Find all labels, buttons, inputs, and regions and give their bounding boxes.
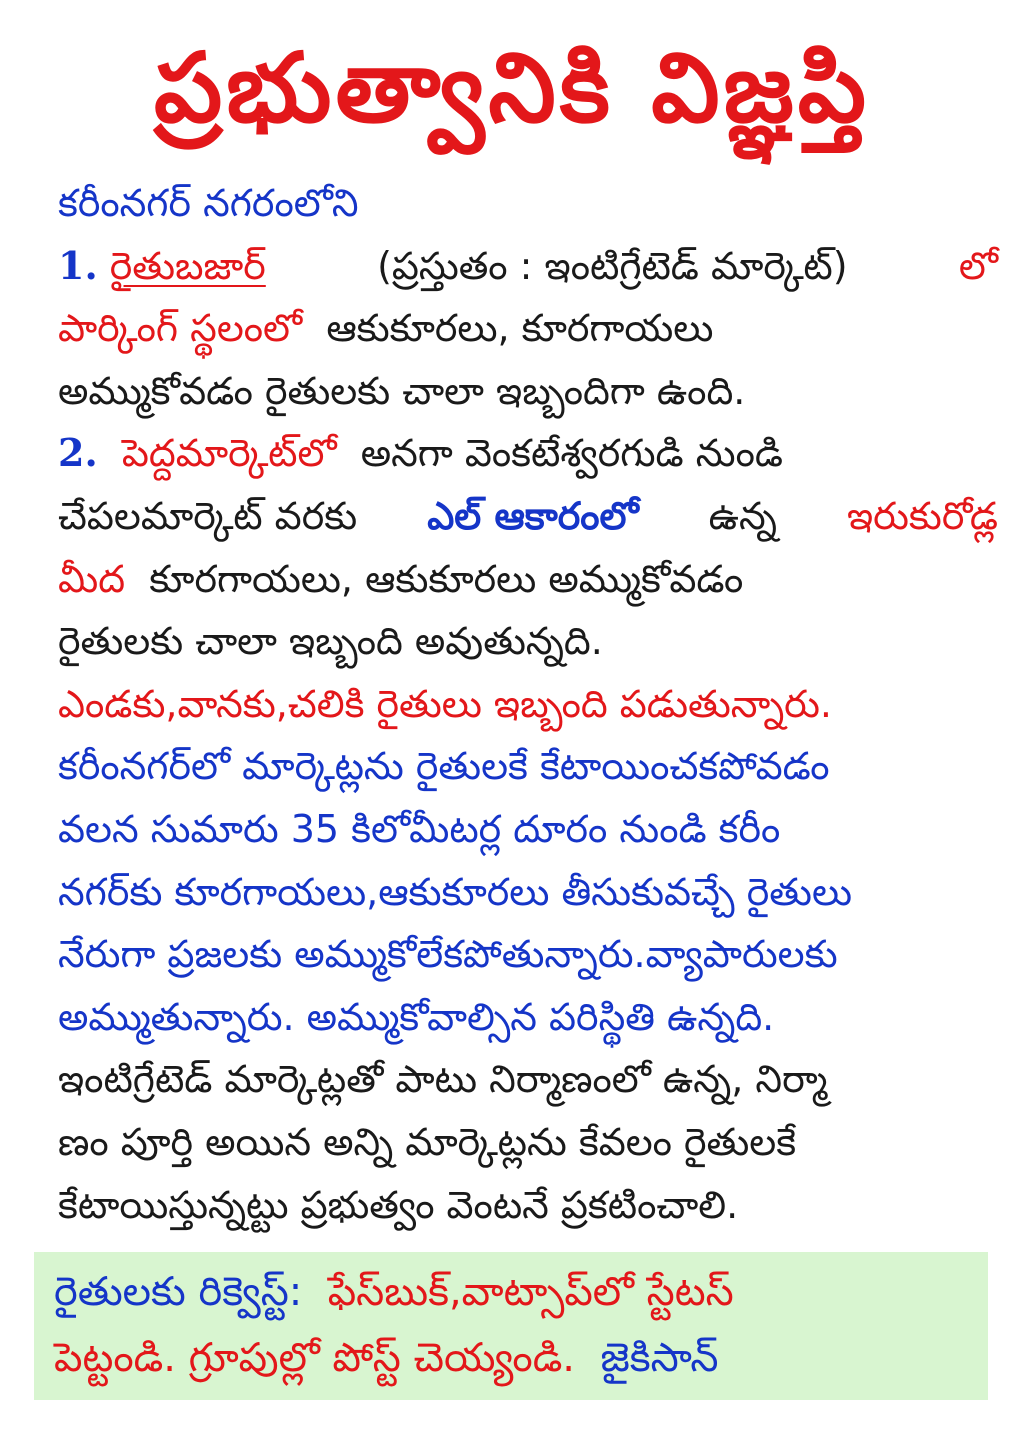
point1-line3: అమ్ముకోవడం రైతులకు చాలా ఇబ్బందిగా ఉంది. [58,368,746,413]
point2-text2a: చేపలమార్కెట్ వరకు [58,493,358,538]
black-para-line: కేటాయిస్తున్నట్టు ప్రభుత్వం వెంటనే ప్రకటించాలి. [58,1182,739,1227]
point2-line3 [58,548,998,611]
blue-para-line: కరీంనగర్‌లో మార్కెట్లను రైతులకే కేటాయించకపోవడం [58,744,830,789]
point1-line1 [58,235,998,298]
point1-line2 [58,297,998,360]
black-para-line: ణం పూర్తి అయిన అన్ని మార్కెట్లను కేవలం రైతులకే [58,1119,797,1164]
point2-line2 [58,485,998,548]
point1-text1: ఆకుకూరలు, కూరగాయలు [326,306,714,351]
point1-place: రైతుబజార్ [109,243,266,288]
point2-lshape: ఎల్ ఆకారంలో [427,493,639,538]
point2-text1: అనగా వెంకటేశ్వరగుడి నుండి [360,431,783,476]
point1-parking: పార్కింగ్ స్థలంలో [58,306,303,351]
point2-text3: కూరగాయలు, ఆకుకూరలు అమ్ముకోవడం [149,556,744,601]
point1-paren: (ప్రస్తుతం : ఇంటిగ్రేటెడ్ మార్కెట్) [377,243,848,288]
signoff: జైకిసాన్ [600,1335,719,1381]
request-text2: పెట్టండి. గ్రూపుల్లో పోస్ట్ చెయ్యండి. [54,1335,576,1381]
point2-meeda: మీద [58,556,126,601]
request-line1 [54,1262,734,1322]
black-para-line: ఇంటిగ్రేటెడ్ మార్కెట్లతో పాటు నిర్మాణంలో ఉన్న, నిర్మా [58,1057,828,1102]
request-text1: ఫేస్‌బుక్,వాట్సాప్‌లో స్టేటస్ [327,1269,734,1315]
request-line2 [54,1328,718,1388]
point2-number: 2. [58,430,98,476]
blue-para-line: అమ్ముతున్నారు. అమ్ముకోవాల్సిన పరిస్థితి ఉన్నది. [58,994,775,1039]
point2-place: పెద్దమార్కెట్‌లో [121,431,337,476]
point1-number: 1. [58,242,98,288]
point2-line4: రైతులకు చాలా ఇబ్బంది అవుతున్నది. [58,619,603,664]
point1-lo: లో [958,243,998,288]
appeal-body [58,172,998,1236]
request-box [34,1252,988,1400]
blue-para-line: వలన సుమారు 35 కిలోమీటర్ల దూరం నుండి కరీం [58,806,781,851]
weather-line: ఎండకు,వానకు,చలికి రైతులు ఇబ్బంది పడుతున్నారు. [58,681,832,726]
intro-line: కరీంనగర్ నగరంలోని [58,181,359,225]
point2-text2b: ఉన్న [708,493,777,538]
blue-para-line: నేరుగా ప్రజలకు అమ్ముకోలేకపోతున్నారు.వ్యాపారులకు [58,932,838,977]
request-label: రైతులకు రిక్వెస్ట్: [54,1269,303,1315]
blue-para-line: నగర్‌కు కూరగాయలు,ఆకుకూరలు తీసుకువచ్చే రైతులు [58,869,853,914]
point2-narrow: ఇరుకురోడ్ల [846,493,998,538]
page-title: ప్రభుత్వానికి విజ్ఞప్తి [154,32,870,144]
point2-line1 [58,422,998,485]
